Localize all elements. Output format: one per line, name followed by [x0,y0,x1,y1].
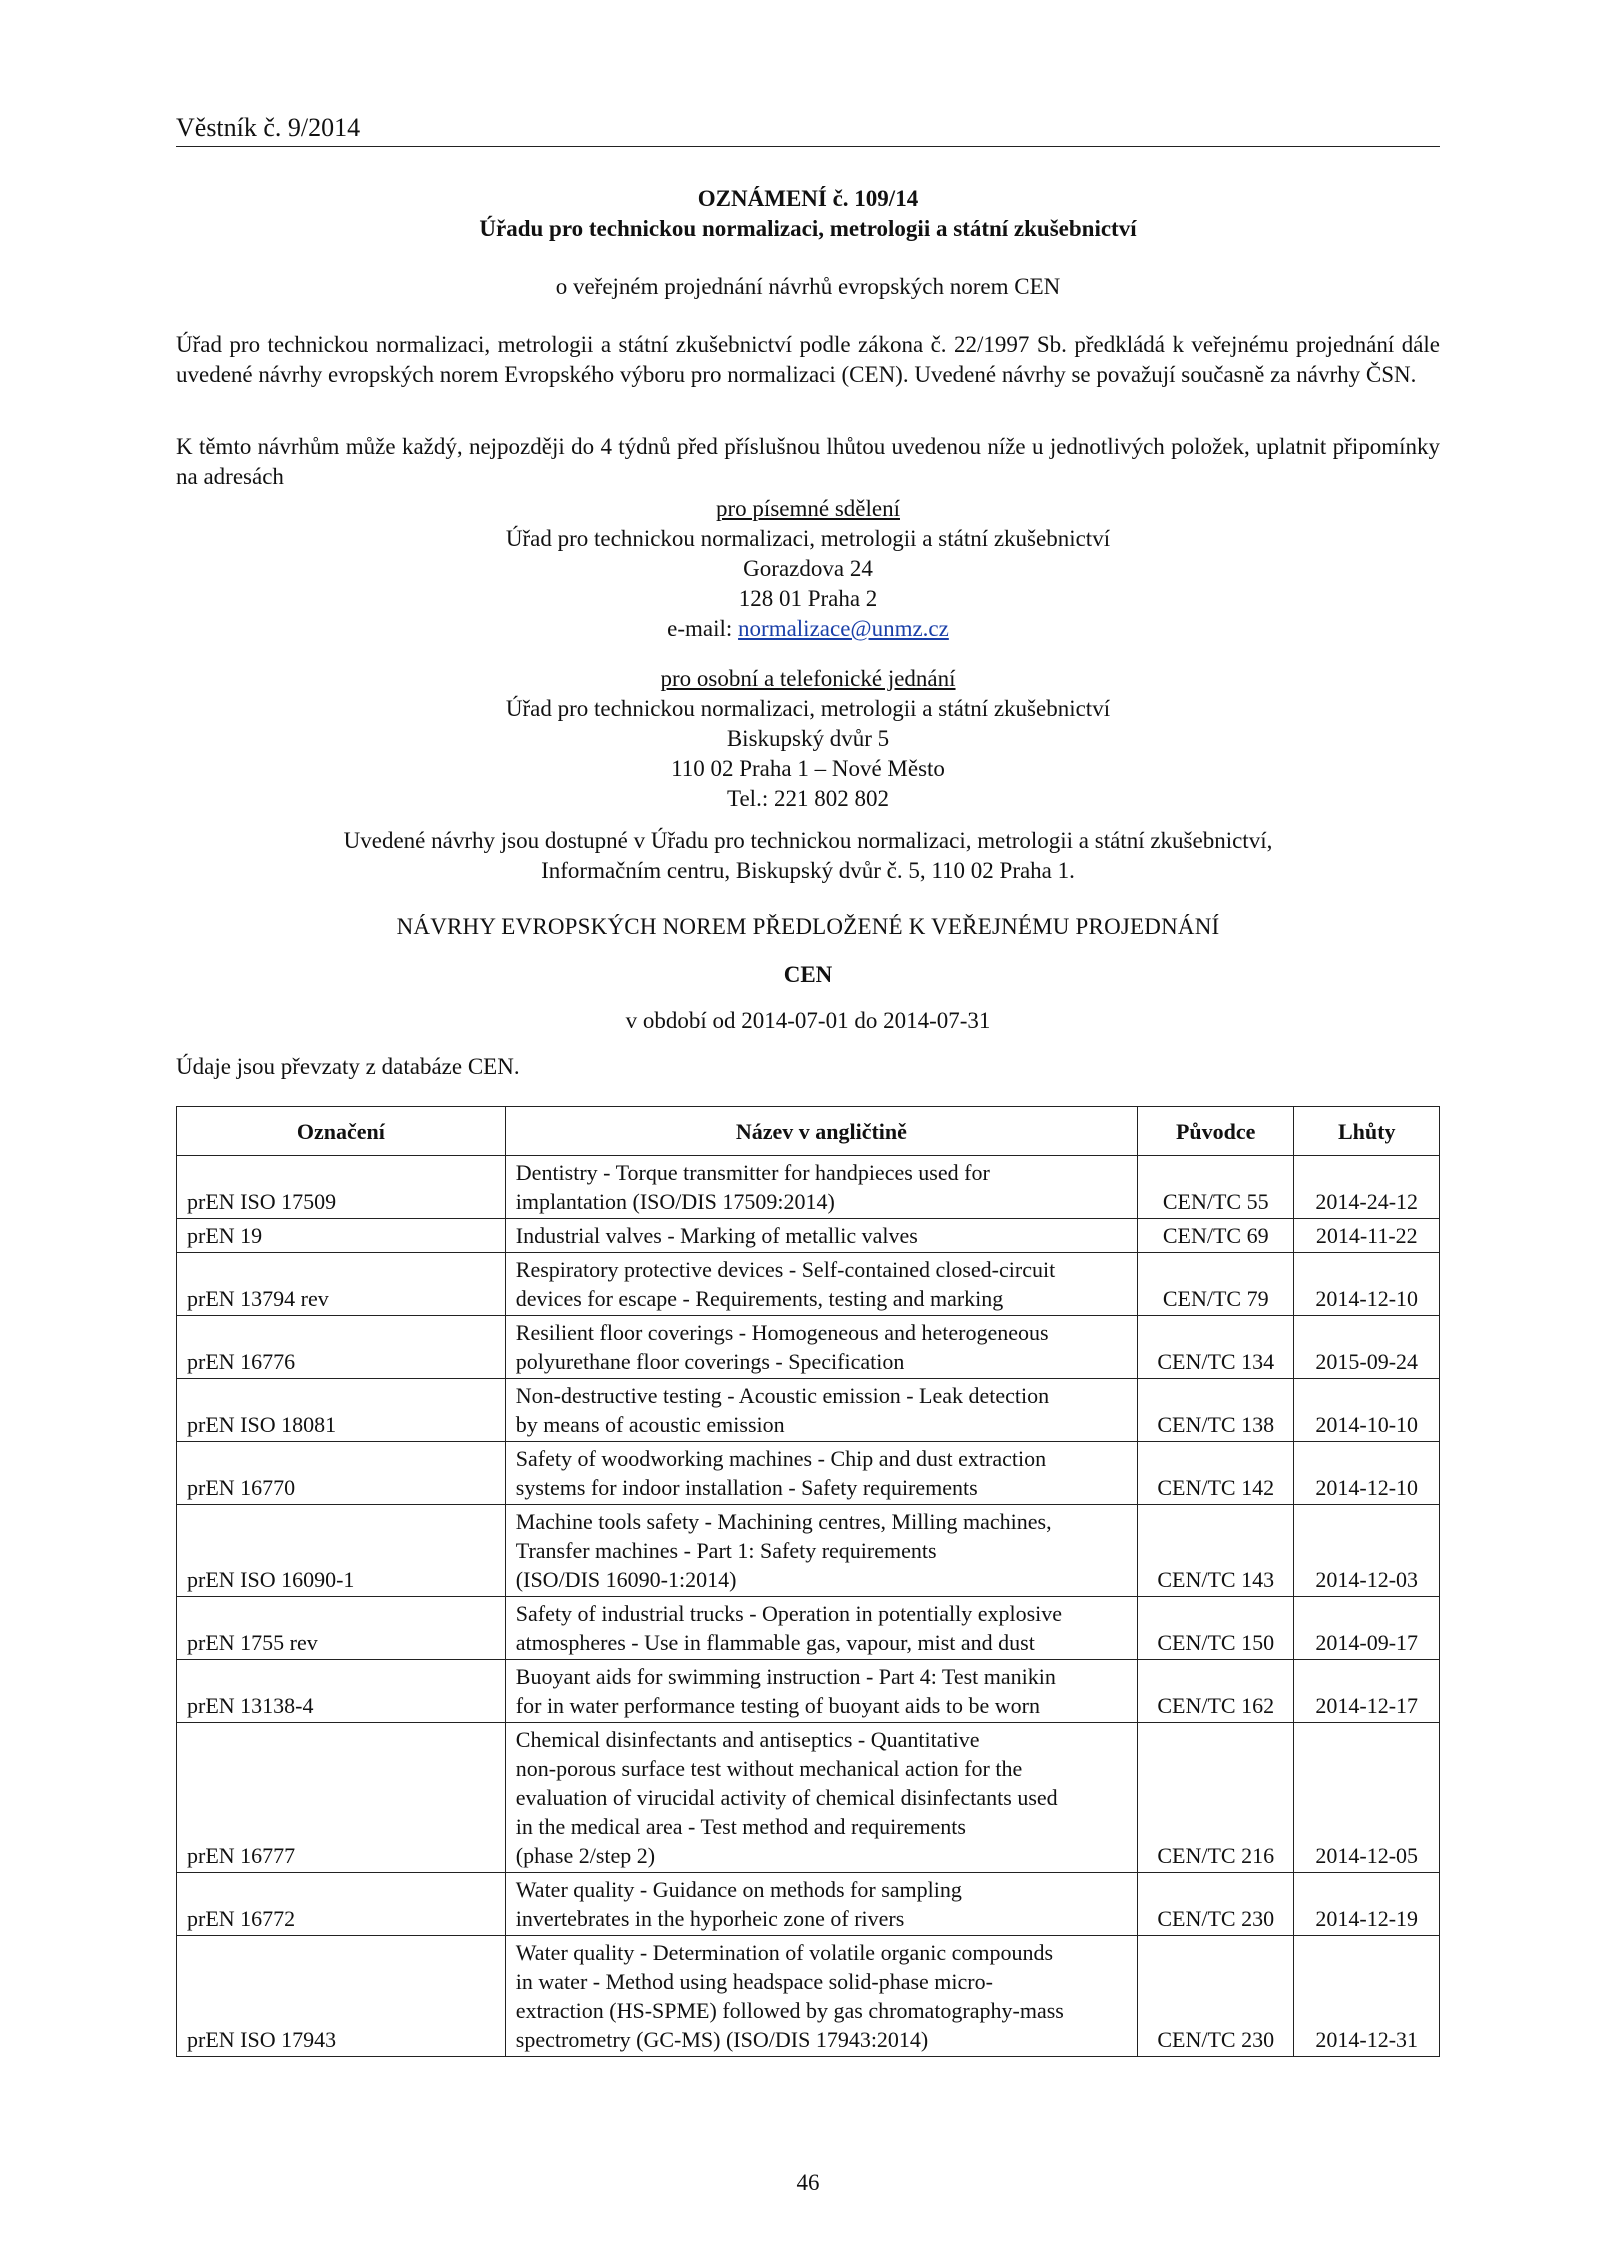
cell-originator: CEN/TC 138 [1137,1379,1294,1442]
cell-title [505,1597,1137,1660]
cell-title-line: spectrometry (GC-MS) (ISO/DIS 17943:2014) [515,2027,929,2052]
cell-title-line: Chemical disinfectants and antiseptics - Quantitative [515,1727,980,1752]
cell-title-line: Water quality - Guidance on methods for sampling [515,1877,962,1902]
cell-title-line: polyurethane floor coverings - Specification [515,1349,905,1374]
cell-originator: CEN/TC 162 [1137,1660,1294,1723]
cell-deadline: 2014-11-22 [1294,1219,1440,1253]
cell-deadline: 2014-24-12 [1294,1156,1440,1219]
address-written-city: 128 01 Praha 2 [738,586,878,611]
cell-originator: CEN/TC 230 [1137,1873,1294,1936]
address-written [176,494,1440,644]
cell-title-line: Respiratory protective devices - Self-contained closed-circuit [515,1257,1056,1282]
address-personal-street: Biskupský dvůr 5 [726,726,890,751]
address-personal-city: 110 02 Praha 1 – Nové Město [671,756,945,781]
cell-title [505,1505,1137,1597]
cell-originator: CEN/TC 216 [1137,1723,1294,1873]
address-written-office: Úřad pro technickou normalizaci, metrologii a státní zkušebnictví [505,526,1111,551]
column-header-title: Název v angličtině [505,1107,1137,1156]
table-row [177,1936,1440,2057]
intro-paragraph: Úřad pro technickou normalizaci, metrologii a státní zkušebnictví podle zákona č. 22/1997 Sb. předkládá k veřejnému projednání dále uvedené návrhy evropských norem Evropského výboru pro normalizaci (CEN). Uvedené návrhy se považují současně za návrhy ČSN. [176,332,1440,387]
announcement-number: OZNÁMENÍ č. 109/14 [697,186,919,211]
table-row [177,1253,1440,1316]
table-header-row [177,1107,1440,1156]
cell-title-line: devices for escape - Requirements, testing and marking [515,1286,1004,1311]
cell-title-line: Safety of woodworking machines - Chip and dust extraction [515,1446,1047,1471]
cell-title-line: Industrial valves - Marking of metallic valves [515,1223,918,1248]
cell-title-line: Buoyant aids for swimming instruction - Part 4: Test manikin [515,1664,1056,1689]
announcement-office: Úřadu pro technickou normalizaci, metrologii a státní zkušebnictví [479,216,1137,241]
cell-code: prEN 13794 rev [177,1253,506,1316]
cell-title [505,1316,1137,1379]
cell-code: prEN ISO 17509 [177,1156,506,1219]
column-header-code: Označení [177,1107,506,1156]
availability-line-2: Informačním centru, Biskupský dvůr č. 5, 110 02 Praha 1. [541,858,1075,883]
address-personal-office: Úřad pro technickou normalizaci, metrologii a státní zkušebnictví [505,696,1111,721]
cell-deadline: 2015-09-24 [1294,1316,1440,1379]
table-row [177,1156,1440,1219]
availability-line-1: Uvedené návrhy jsou dostupné v Úřadu pro technickou normalizaci, metrologii a státní zkušebnictví, [343,828,1273,853]
table-row [177,1505,1440,1597]
table-row [177,1660,1440,1723]
cell-code: prEN 16770 [177,1442,506,1505]
cell-originator: CEN/TC 55 [1137,1156,1294,1219]
column-header-deadline: Lhůty [1294,1107,1440,1156]
cell-title-line: evaluation of virucidal activity of chemical disinfectants used [515,1785,1058,1810]
cell-code: prEN 19 [177,1219,506,1253]
cell-title [505,1442,1137,1505]
table-row [177,1379,1440,1442]
page-number: 46 [796,2170,820,2195]
table-row [177,1442,1440,1505]
availability-note [176,826,1440,886]
cell-originator: CEN/TC 79 [1137,1253,1294,1316]
cell-title-line: for in water performance testing of buoyant aids to be worn [515,1693,1040,1718]
norms-table [176,1106,1440,2057]
table-row [177,1219,1440,1253]
cell-code: prEN ISO 18081 [177,1379,506,1442]
cell-code: prEN 16776 [177,1316,506,1379]
cell-title-line: non-porous surface test without mechanical action for the [515,1756,1023,1781]
cell-title [505,1723,1137,1873]
cell-title [505,1253,1137,1316]
cell-deadline: 2014-09-17 [1294,1597,1440,1660]
cell-code: prEN ISO 16090-1 [177,1505,506,1597]
cell-title [505,1873,1137,1936]
cell-title [505,1219,1137,1253]
cell-title-line: (phase 2/step 2) [515,1843,656,1868]
cell-deadline: 2014-12-10 [1294,1253,1440,1316]
cell-code: prEN ISO 17943 [177,1936,506,2057]
section-period: v období od 2014-07-01 do 2014-07-31 [625,1008,991,1033]
cell-title-line: Dentistry - Torque transmitter for handpieces used for [515,1160,990,1185]
cell-originator: CEN/TC 142 [1137,1442,1294,1505]
cell-originator: CEN/TC 230 [1137,1936,1294,2057]
announcement-subtitle: o veřejném projednání návrhů evropských norem CEN [555,274,1061,299]
cell-deadline: 2014-10-10 [1294,1379,1440,1442]
comments-paragraph: K těmto návrhům může každý, nejpozději do 4 týdnů před příslušnou lhůtou uvedenou níže u jednotlivých položek, uplatnit připomínky na adresách [176,434,1440,489]
table-row [177,1873,1440,1936]
address-written-label: pro písemné sdělení [716,496,900,521]
cell-title [505,1936,1137,2057]
column-header-originator: Původce [1137,1107,1294,1156]
cell-title-line: extraction (HS-SPME) followed by gas chromatography-mass [515,1998,1064,2023]
cell-title-line: implantation (ISO/DIS 17509:2014) [515,1189,835,1214]
cell-title-line: Water quality - Determination of volatile organic compounds [515,1940,1054,1965]
data-source-note: Údaje jsou převzaty z databáze CEN. [176,1054,520,1079]
cell-title-line: Machine tools safety - Machining centres, Milling machines, [515,1509,1052,1534]
norms-table-body [177,1156,1440,2057]
cell-originator: CEN/TC 134 [1137,1316,1294,1379]
address-written-street: Gorazdova 24 [743,556,873,581]
cell-title [505,1660,1137,1723]
cell-code: prEN 16777 [177,1723,506,1873]
cell-title-line: invertebrates in the hyporheic zone of rivers [515,1906,905,1931]
email-link[interactable]: normalizace@unmz.cz [738,616,949,641]
cell-title-line: by means of acoustic emission [515,1412,785,1437]
section-heading: NÁVRHY EVROPSKÝCH NOREM PŘEDLOŽENÉ K VEŘEJNÉMU PROJEDNÁNÍ [396,914,1220,939]
cell-code: prEN 16772 [177,1873,506,1936]
cell-title-line: Non-destructive testing - Acoustic emission - Leak detection [515,1383,1050,1408]
cell-deadline: 2014-12-19 [1294,1873,1440,1936]
cell-originator: CEN/TC 69 [1137,1219,1294,1253]
cell-deadline: 2014-12-17 [1294,1660,1440,1723]
table-row [177,1723,1440,1873]
address-personal-phone: Tel.: 221 802 802 [727,786,889,811]
address-personal [176,664,1440,814]
table-row [177,1316,1440,1379]
cell-title-line: atmospheres - Use in flammable gas, vapour, mist and dust [515,1630,1035,1655]
cell-code: prEN 1755 rev [177,1597,506,1660]
table-row [177,1597,1440,1660]
cell-title [505,1156,1137,1219]
address-personal-label: pro osobní a telefonické jednání [660,666,956,691]
cell-deadline: 2014-12-10 [1294,1442,1440,1505]
cell-title-line: Resilient floor coverings - Homogeneous and heterogeneous [515,1320,1049,1345]
cell-originator: CEN/TC 143 [1137,1505,1294,1597]
cell-originator: CEN/TC 150 [1137,1597,1294,1660]
bulletin-header: Věstník č. 9/2014 [176,112,1440,147]
cell-deadline: 2014-12-03 [1294,1505,1440,1597]
cell-code: prEN 13138-4 [177,1660,506,1723]
cell-title-line: Transfer machines - Part 1: Safety requirements [515,1538,937,1563]
cell-deadline: 2014-12-31 [1294,1936,1440,2057]
email-prefix: e-mail: [667,616,739,641]
cell-title-line: Safety of industrial trucks - Operation in potentially explosive [515,1601,1063,1626]
cell-title-line: (ISO/DIS 16090-1:2014) [515,1567,737,1592]
section-org: CEN [783,962,833,987]
address-written-email-line [176,614,1440,644]
cell-title-line: in the medical area - Test method and requirements [515,1814,966,1839]
cell-title [505,1379,1137,1442]
cell-deadline: 2014-12-05 [1294,1723,1440,1873]
cell-title-line: systems for indoor installation - Safety requirements [515,1475,978,1500]
cell-title-line: in water - Method using headspace solid-phase micro- [515,1969,993,1994]
